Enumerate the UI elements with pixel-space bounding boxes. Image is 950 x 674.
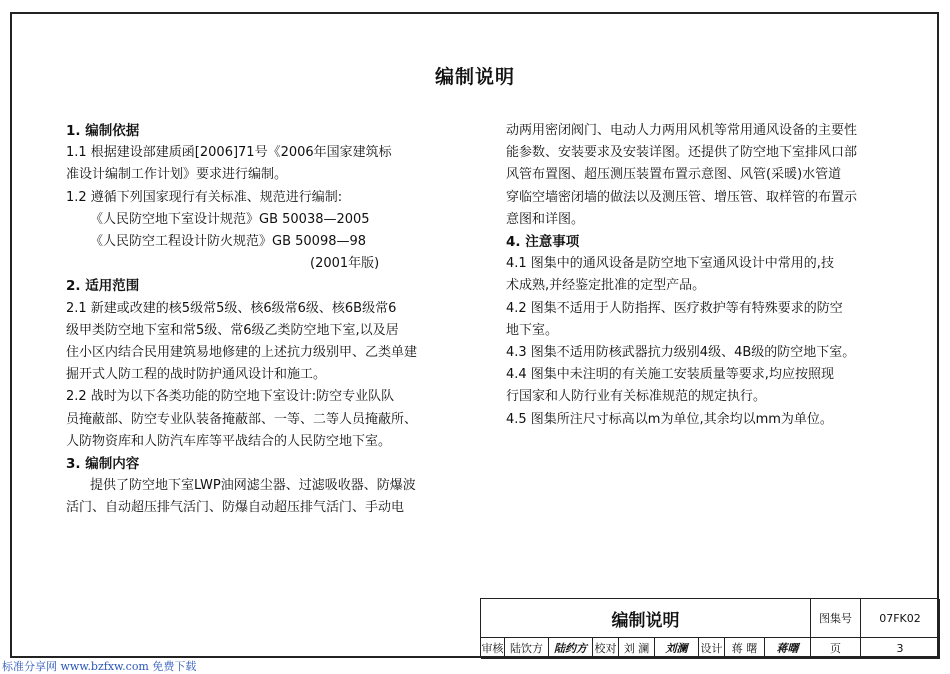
text-line: 《人民防空工程设计防火规范》GB 50098—98 bbox=[90, 234, 367, 250]
text-line: 4.3 图集不适用防核武器抗力级别4级、4B级的防空地下室。 bbox=[506, 345, 856, 361]
tb-review-label: 审核 bbox=[481, 638, 505, 659]
text-line: 准设计编制工作计划》要求进行编制。 bbox=[66, 167, 288, 183]
section-heading: 3. 编制内容 bbox=[66, 456, 140, 473]
tb-checker-signature: 刘澜 bbox=[655, 638, 699, 659]
text-line: 活门、自动超压排气活门、防爆自动超压排气活门、手动电 bbox=[66, 500, 405, 516]
text-line: 级甲类防空地下室和常5级、常6级乙类防空地下室,以及居 bbox=[66, 322, 399, 338]
page-title: 编制说明 bbox=[434, 66, 515, 88]
text-line: 4.2 图集不适用于人防指挥、医疗救护等有特殊要求的防空 bbox=[506, 300, 843, 316]
tb-design-label: 设计 bbox=[699, 638, 725, 659]
text-line: 4.1 图集中的通风设备是防空地下室通风设计中常用的,技 bbox=[506, 256, 834, 272]
text-line: 2.1 新建或改建的核5级常5级、核6级常6级、核6B级常6 bbox=[66, 300, 397, 316]
section-heading: 1. 编制依据 bbox=[66, 123, 140, 139]
title-block bbox=[480, 598, 939, 658]
text-line: 员掩蔽部、防空专业队装备掩蔽部、一等、二等人员掩蔽所、 bbox=[66, 411, 418, 427]
text-line: 4.5 图集所注尺寸标高以m为单位,其余均以mm为单位。 bbox=[506, 411, 833, 427]
tb-atlas-number: 07FK02 bbox=[861, 599, 940, 638]
text-line: 提供了防空地下室LWP油网滤尘器、过滤吸收器、防爆波 bbox=[90, 478, 416, 494]
text-line: 穿临空墙密闭墙的做法以及测压管、增压管、取样管的布置示 bbox=[506, 189, 858, 205]
right-column bbox=[506, 120, 896, 431]
tb-drawing-name: 编制说明 bbox=[481, 599, 811, 638]
text-line: 1.2 遵循下列国家现行有关标准、规范进行编制: bbox=[66, 189, 343, 205]
tb-check-label: 校对 bbox=[593, 638, 619, 659]
tb-page-number: 3 bbox=[861, 638, 940, 659]
text-line: 住小区内结合民用建筑易地修建的上述抗力级别甲、乙类单建 bbox=[66, 345, 418, 361]
text-line: 2.2 战时为以下各类功能的防空地下室设计:防空专业队队 bbox=[66, 389, 395, 405]
tb-atlas-label: 图集号 bbox=[811, 599, 861, 638]
text-line: 意图和详图。 bbox=[506, 211, 585, 227]
text-line: 人防物资库和人防汽车库等平战结合的人民防空地下室。 bbox=[66, 433, 392, 449]
text-line: 术成熟,并经鉴定批准的定型产品。 bbox=[506, 278, 706, 294]
text-line: (2001年版) bbox=[310, 256, 380, 272]
left-column bbox=[66, 120, 456, 520]
section-heading: 4. 注意事项 bbox=[506, 234, 580, 251]
text-line: 风管布置图、超压测压装置布置示意图、风管(采暖)水管道 bbox=[506, 167, 842, 183]
text-line: 动两用密闭阀门、电动人力两用风机等常用通风设备的主要性 bbox=[506, 123, 858, 138]
watermark-footer: 标准分享网 www.bzfxw.com 免费下载 bbox=[2, 660, 197, 673]
text-line: 能参数、安装要求及安装详图。还提供了防空地下室排风口部 bbox=[506, 145, 858, 161]
tb-checker: 刘 澜 bbox=[619, 638, 655, 659]
text-line: 地下室。 bbox=[506, 322, 559, 338]
tb-reviewer: 陆饮方 bbox=[505, 638, 549, 659]
text-line: 《人民防空地下室设计规范》GB 50038—2005 bbox=[90, 211, 370, 227]
tb-designer: 蒋 曙 bbox=[725, 638, 765, 659]
text-line: 行国家和人防行业有关标准规范的规定执行。 bbox=[506, 389, 767, 405]
tb-reviewer-signature: 陆约方 bbox=[549, 638, 593, 659]
tb-page-label: 页 bbox=[811, 638, 861, 659]
tb-designer-signature: 蒋曙 bbox=[765, 638, 811, 659]
text-line: 4.4 图集中未注明的有关施工安装质量等要求,均应按照现 bbox=[506, 367, 834, 383]
text-line: 掘开式人防工程的战时防护通风设计和施工。 bbox=[66, 367, 327, 383]
text-line: 1.1 根据建设部建质函[2006]71号《2006年国家建筑标 bbox=[66, 145, 392, 161]
section-heading: 2. 适用范围 bbox=[66, 278, 140, 295]
